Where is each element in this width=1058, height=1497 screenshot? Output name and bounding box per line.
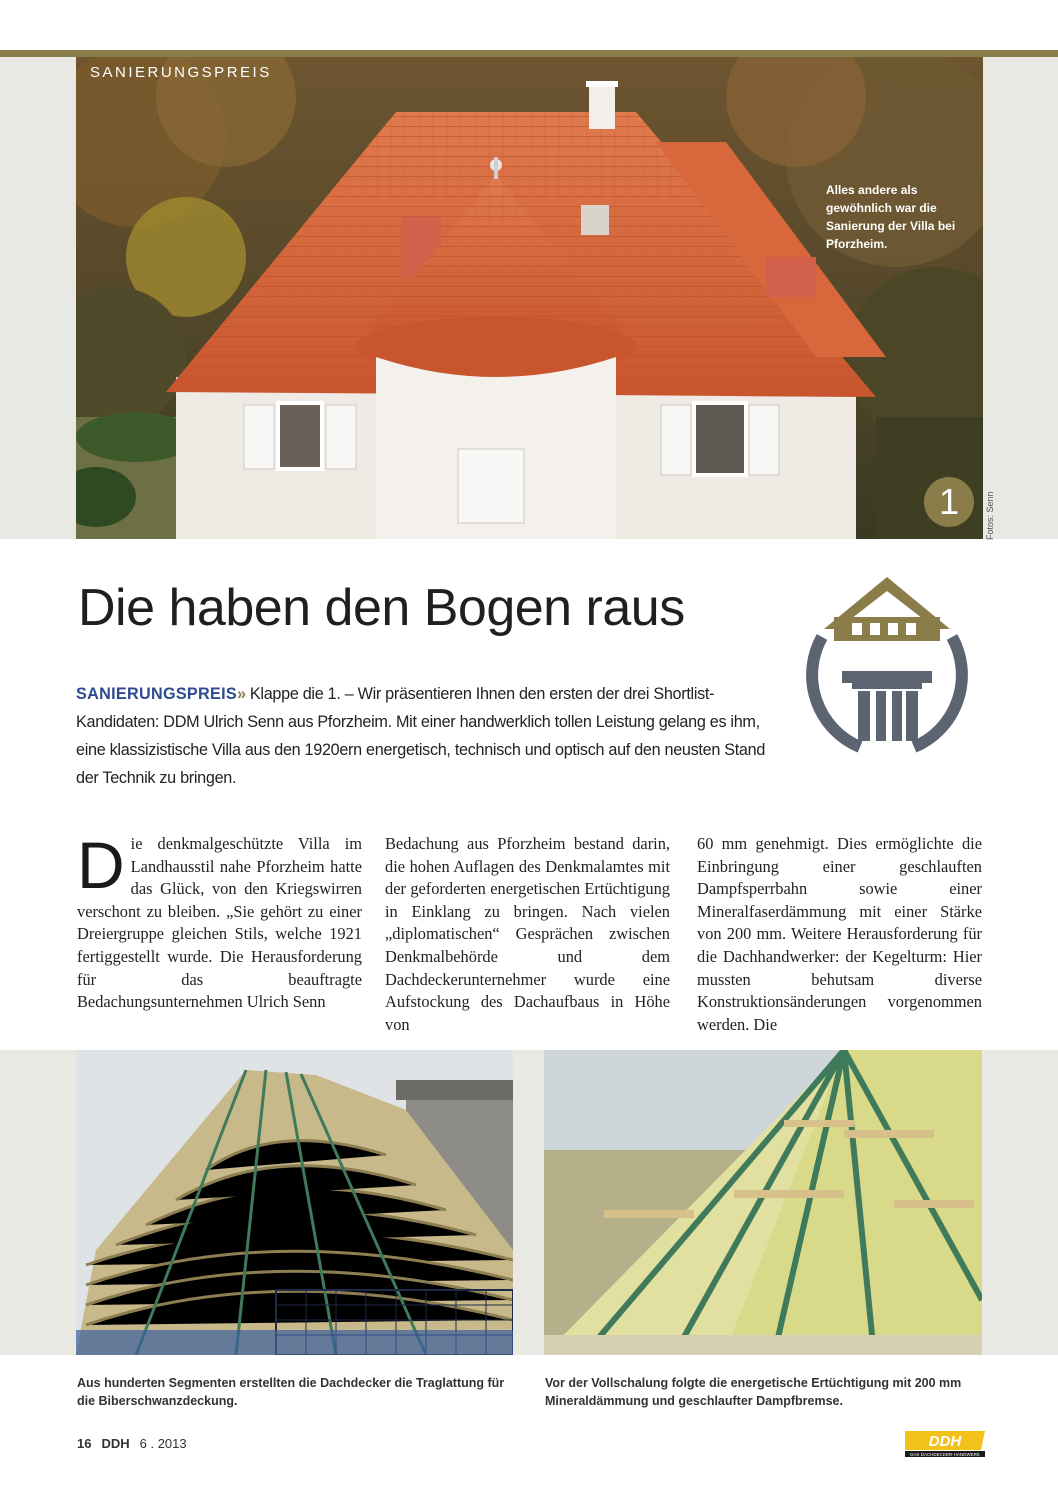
caption-left: Aus hunderten Segmenten erstellten die Dachdecker die Traglattung für die Biberschwanzdeckung. (77, 1376, 505, 1408)
magazine-name: DDH (101, 1436, 130, 1451)
top-accent-bar (0, 50, 1058, 57)
body-column-3 (697, 833, 982, 1036)
hero-caption: Alles andere als gewöhnlich war die Sanierung der Villa bei Pforzheim. (826, 183, 956, 251)
caption-right: Vor der Vollschalung folgte die energetische Ertüchtigung mit 200 mm Mineraldämmung und geschlaufter Dampfbremse. (545, 1376, 962, 1408)
ddh-logo (905, 1431, 985, 1457)
page-margin-left (0, 57, 76, 539)
lead-paragraph (76, 680, 766, 792)
sanierungspreis-award-icon (800, 577, 975, 762)
svg-text:DDH: DDH (928, 1433, 962, 1450)
body-column-1 (77, 828, 362, 1014)
section-label: SANIERUNGSPREIS (90, 64, 272, 81)
body-text-3: 60 mm genehmigt. Dies ermöglichte die Einbringung einer geschlauften Dampfsperrbahn sowie einer Mineralfaserdämmung mit einer Stärke von 200 mm. Weitere Herausforderung für die Dachhandwerker: der Kegelturm: Hier mussten behutsam diverse Konstruktionsänderungen vorgenommen werden. Die (697, 834, 982, 1034)
page-number: 16 (77, 1436, 92, 1451)
chevron-icon: » (237, 685, 246, 703)
svg-text:DAS DACHDECKER-HANDWERK: DAS DACHDECKER-HANDWERK (910, 1452, 980, 1457)
page-footer (77, 1436, 187, 1451)
lead-kicker: SANIERUNGSPREIS (76, 685, 238, 703)
photo-credit: Fotos: Senn (985, 491, 995, 540)
dropcap: D (77, 828, 125, 902)
photo-tower-battens (76, 1050, 513, 1355)
shortlist-number-badge: 1 (924, 477, 974, 527)
hero-photo-villa (76, 57, 983, 539)
headline: Die haben den Bogen raus (78, 579, 685, 637)
body-column-2 (385, 833, 670, 1036)
issue-number: 6 . 2013 (139, 1436, 187, 1451)
photo-vapour-barrier (544, 1050, 982, 1355)
page-margin-right (983, 57, 1058, 539)
body-text-2: Bedachung aus Pforzheim bestand darin, die hohen Auflagen des Denkmalamtes mit der geforderten energetischen Ertüchtigung in Einklang zu bringen. Nach vielen „diplomatischen“ Gesprächen zwischen Denkmalbehörde und dem Dachdeckerunternehmer wurde eine Aufstockung des Dachaufbaus in Höhe von (385, 834, 670, 1034)
lead-text: Klappe die 1. – Wir präsentieren Ihnen den ersten der drei Shortlist-Kandidaten: DDM Ulrich Senn aus Pforzheim. Mit einer handwerklich tollen Leistung gelang es ihm, eine klassizistische Villa aus den 1920ern energetisch, technisch und optisch auf den neusten Stand der Technik zu bringen. (76, 685, 766, 787)
body-text-1: ie denkmalgeschützte Villa im Landhausstil nahe Pforzheim hatte das Glück, von den Kriegswirren verschont zu bleiben. „Sie gehört zu einer Dreiergruppe gleichen Stils, welche 1921 fertiggestellt wurde. Die Herausforderung für das beauftragte Bedachungsunternehmen Ulrich Senn (77, 834, 362, 1012)
